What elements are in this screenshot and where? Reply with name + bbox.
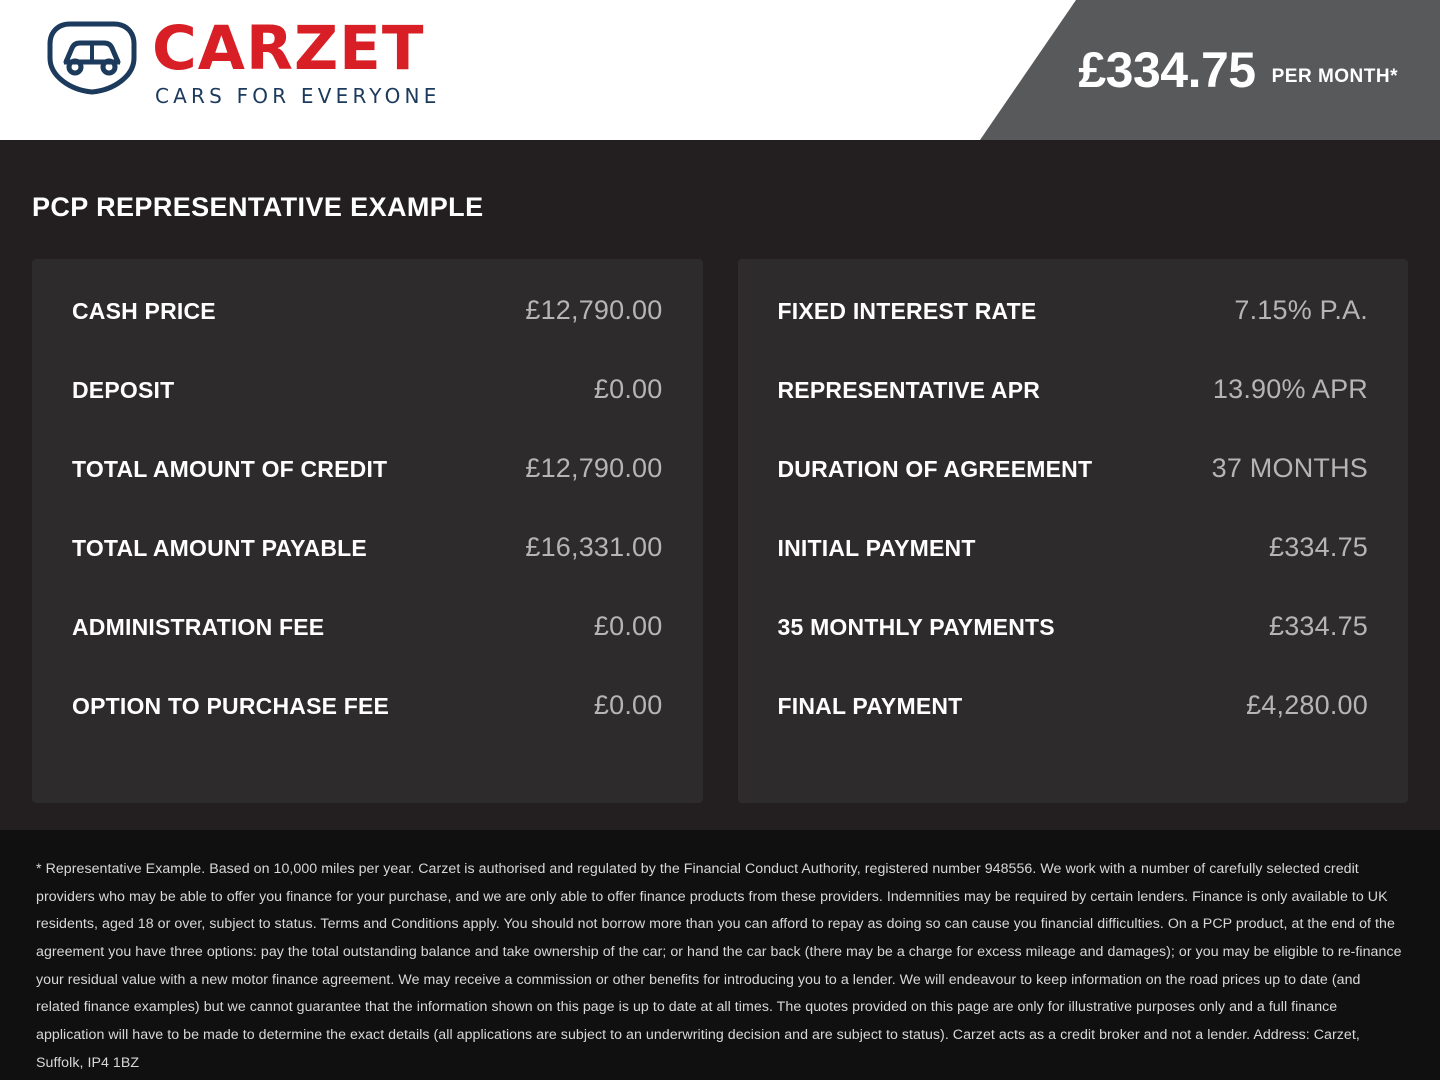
- page-title: PCP REPRESENTATIVE EXAMPLE: [32, 192, 484, 222]
- row-value: £0.00: [593, 611, 663, 641]
- table-row: [72, 532, 663, 611]
- row-label: OPTION TO PURCHASE FEE: [72, 693, 390, 719]
- row-label: CASH PRICE: [72, 298, 216, 324]
- row-value: £334.75: [1269, 532, 1368, 562]
- row-label: DEPOSIT: [72, 377, 175, 403]
- price-amount: £334.75: [1078, 42, 1256, 98]
- table-row: [778, 453, 1369, 532]
- row-value: £12,790.00: [525, 295, 663, 325]
- row-value: 7.15% P.A.: [1234, 295, 1368, 325]
- row-value: £4,280.00: [1246, 690, 1368, 720]
- row-value: 37 MONTHS: [1211, 453, 1368, 483]
- brand-tagline: CARS FOR EVERYONE: [155, 83, 441, 108]
- car-icon: [44, 18, 140, 96]
- row-label: REPRESENTATIVE APR: [777, 377, 1041, 403]
- row-label: FINAL PAYMENT: [777, 693, 963, 719]
- page-footer: [0, 830, 1440, 1080]
- row-label: FIXED INTEREST RATE: [777, 298, 1037, 324]
- table-row: [72, 690, 663, 769]
- row-value: 13.90% APR: [1212, 374, 1368, 404]
- table-row: [72, 295, 663, 374]
- row-value: £0.00: [593, 374, 663, 404]
- row-label: TOTAL AMOUNT OF CREDIT: [72, 456, 388, 482]
- table-row: [72, 611, 663, 690]
- table-row: [72, 453, 663, 532]
- table-row: [778, 611, 1369, 690]
- row-value: £16,331.00: [525, 532, 663, 562]
- row-label: ADMINISTRATION FEE: [72, 614, 325, 640]
- finance-panels: [0, 223, 1440, 803]
- table-row: [778, 690, 1369, 769]
- row-label: DURATION OF AGREEMENT: [777, 456, 1093, 482]
- table-row: [778, 295, 1369, 374]
- monthly-price: [1078, 0, 1398, 140]
- finance-panel-right: [738, 259, 1409, 803]
- row-label: 35 MONTHLY PAYMENTS: [777, 614, 1055, 640]
- row-value: £12,790.00: [525, 453, 663, 483]
- table-row: [778, 532, 1369, 611]
- table-row: [72, 374, 663, 453]
- page-header: [0, 0, 1440, 140]
- row-value: £334.75: [1269, 611, 1368, 641]
- row-label: INITIAL PAYMENT: [777, 535, 976, 561]
- finance-example-section: [0, 140, 1440, 830]
- table-row: [778, 374, 1369, 453]
- row-value: £0.00: [593, 690, 663, 720]
- brand-wordmark: [152, 13, 441, 108]
- price-period-label: PER MONTH*: [1271, 66, 1398, 87]
- brand-logo[interactable]: [44, 13, 441, 108]
- row-label: TOTAL AMOUNT PAYABLE: [72, 535, 367, 561]
- finance-panel-left: [32, 259, 703, 803]
- disclaimer-text: * Representative Example. Based on 10,000 miles per year. Carzet is authorised and regulated by the Financial Conduct Authority, registered number 948556. We work with a number of carefully selected credit providers who may be able to offer you finance for your purchase, and we are only able to offer finance products from these providers. Indemnities may be required by certain lenders. Finance is only available to UK residents, aged 18 or over, subject to status. Terms and Conditions apply. You should not borrow more than you can afford to repay as doing so can cause you financial difficulties. On a PCP product, at the end of the agreement you have three options: pay the total outstanding balance and take ownership of the car; or hand the car back (there may be a charge for excess mileage and damages); or you may be eligible to re-finance your residual value with a new motor finance agreement. We may receive a commission or other benefits for introducing you to a lender. We will endeavour to keep information on the road prices up to date (and related finance examples) but we cannot guarantee that the information shown on this page is up to date at all times. The quotes provided on this page are only for illustrative purposes only and a full finance application will have to be made to determine the exact details (all applications are subject to an underwriting decision and are subject to status). Carzet acts as a credit broker and not a lender. Address: Carzet, Suffolk, IP4 1BZ: [36, 861, 1402, 1071]
- brand-name: CARZET: [152, 13, 425, 84]
